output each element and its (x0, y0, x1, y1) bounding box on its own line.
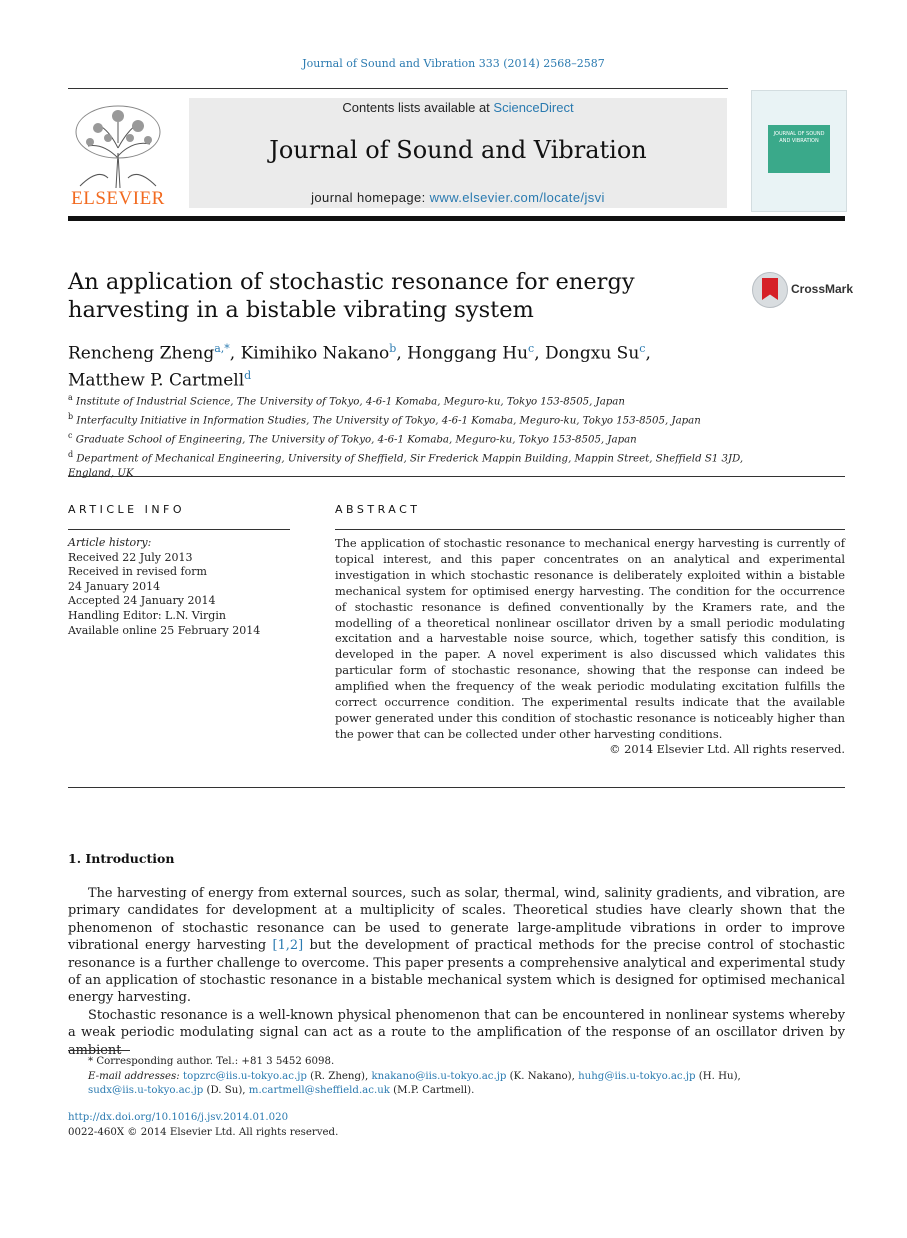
doi-block (68, 1111, 338, 1140)
author-list (68, 338, 788, 391)
affiliation (68, 391, 768, 410)
abstract-bottom-divider (68, 787, 845, 788)
sciencedirect-link[interactable]: ScienceDirect (493, 100, 574, 115)
cover-title: JOURNAL OF SOUND AND VIBRATION (773, 131, 825, 144)
history-title: Article history: (68, 536, 152, 549)
journal-cover-thumbnail[interactable] (751, 90, 847, 212)
elsevier-logo[interactable] (68, 98, 170, 210)
footnote-rule (68, 1050, 130, 1051)
author-affil-sup[interactable]: c (528, 342, 535, 355)
citation-link[interactable]: [1,2] (272, 938, 304, 954)
affiliation-text: Institute of Industrial Science, The University of Tokyo, 4-6-1 Komaba, Meguro-ku, Tokyo 153-8505, Japan (76, 396, 625, 408)
affiliation-text: Graduate School of Engineering, The University of Tokyo, 4-6-1 Komaba, Meguro-ku, Tokyo 153-8505, Japan (75, 434, 637, 446)
author-name[interactable]: Kimihiko Nakano (240, 343, 390, 364)
footnotes (68, 1055, 845, 1099)
history-line: 24 January 2014 (68, 579, 161, 593)
crossmark-label: CrossMark (791, 282, 854, 296)
abstract-copyright: © 2014 Elsevier Ltd. All rights reserved. (609, 742, 845, 756)
journal-reference[interactable]: Journal of Sound and Vibration 333 (2014) 2568–2587 (302, 57, 605, 70)
article-info-heading: ARTICLE INFO (68, 503, 186, 516)
author-name[interactable]: Dongxu Su (545, 343, 640, 364)
affiliation (68, 429, 768, 448)
crossmark-badge[interactable] (752, 272, 854, 308)
author-separator: , (534, 343, 546, 364)
author-name[interactable]: Rencheng Zheng (68, 343, 215, 364)
email-link[interactable]: knakano@iis.u-tokyo.ac.jp (371, 1070, 507, 1082)
elsevier-wordmark: ELSEVIER (71, 188, 165, 209)
paragraph-text: The harvesting of energy from external sources, such as solar, thermal, wind, salinity gradients, and vibration, are primary candidates for development at a multiplicity of scales. Theoretical studies have clearly shown that the phenomenon of stochastic resonance can be used to generate large-amplitude vibrations in order to improve vibrational energy harvesting (68, 886, 845, 954)
author-separator: , (645, 343, 651, 364)
email-owner: (D. Su), (203, 1085, 249, 1096)
abstract-rule (335, 529, 845, 530)
email-label: E-mail addresses: (88, 1070, 183, 1082)
author-affil-sup[interactable]: a,* (214, 342, 230, 355)
history-line: Handling Editor: L.N. Virgin (68, 608, 226, 622)
email-link[interactable]: topzrc@iis.u-tokyo.ac.jp (182, 1070, 307, 1082)
abstract-text: The application of stochastic resonance to mechanical energy harvesting is currently of topical interest, and this paper concentrates on an analytical and experimental investigation in which stochastic resonance is deliberately exploited within a bistable mechanical system for optimised energy harvesting. The condition for the occurrence of stochastic resonance is defined conventionally by the Kramers rate, and the modelling of a theoretical nonlinear oscillator driven by a small periodic modulating excitation and a harvestable noise source, which, together satisfy this condition, is developed in the paper. A novel experiment is also discussed which validates this particular form of stochastic resonance, showing that the response can indeed be amplified when the frequency of the weak periodic modulating excitation fulfills the correct occurrence condition. The experimental results indicate that the available power generated under this condition of stochastic resonance is noticeably higher than the power that can be collected under other harvesting conditions. (335, 536, 845, 741)
article-info-rule (68, 529, 290, 530)
affiliation-list (68, 391, 768, 481)
author-separator: , (229, 343, 241, 364)
journal-name: Journal of Sound and Vibration (269, 136, 647, 164)
email-addresses (68, 1070, 845, 1099)
header-thick-rule (68, 216, 845, 221)
article-title: An application of stochastic resonance for energy harvesting in a bistable vibrating system (68, 269, 635, 323)
affiliations-divider (68, 476, 845, 477)
history-line: Accepted 24 January 2014 (68, 594, 216, 608)
header-top-rule (68, 88, 728, 89)
email-owner: (M.P. Cartmell). (389, 1085, 475, 1096)
history-line: Received 22 July 2013 (68, 550, 193, 564)
email-owner: (H. Hu), (695, 1070, 741, 1082)
affiliation-text: Department of Mechanical Engineering, University of Sheffield, Sir Frederick Mappin Building, Mappin Street, Sheffield S1 3JD, England, UK (68, 453, 744, 479)
contents-prefix: Contents lists available at (342, 100, 494, 115)
author-separator: , (396, 343, 408, 364)
contents-line (189, 100, 727, 115)
email-link[interactable]: m.cartmell@sheffield.ac.uk (248, 1085, 390, 1096)
affiliation-sup: a (68, 393, 73, 402)
doi-link[interactable]: http://dx.doi.org/10.1016/j.jsv.2014.01.020 (68, 1112, 289, 1123)
article-history (68, 536, 298, 638)
author-affil-sup[interactable]: d (244, 368, 252, 382)
affiliation-sup: d (68, 449, 74, 459)
corresponding-author-note: * Corresponding author. Tel.: +81 3 5452 6098. (88, 1056, 335, 1067)
email-link[interactable]: sudx@iis.u-tokyo.ac.jp (88, 1085, 204, 1096)
paragraph: Stochastic resonance is a well-known physical phenomenon that can be encountered in nonlinear systems whereby a weak periodic modulating signal can act as a route to the amplification of the response of an oscillator driven by ambient (68, 1007, 845, 1058)
homepage-prefix: journal homepage: (311, 190, 430, 205)
email-owner: (R. Zheng), (306, 1070, 372, 1082)
history-line: Received in revised form (68, 565, 207, 579)
history-line: Available online 25 February 2014 (68, 623, 261, 637)
author-name[interactable]: Matthew P. Cartmell (68, 370, 245, 391)
section-heading-introduction: 1. Introduction (68, 851, 175, 866)
paragraph-text: but the development of practical methods for the precise control of stochastic resonance is a further challenge to overcome. This paper presents a comprehensive analytical and experimental study of an application of stochastic resonance in a bistable mechanical system which is designed for optimised mechanical energy harvesting. (68, 938, 846, 1006)
paragraph (68, 885, 845, 1007)
affiliation (68, 410, 768, 429)
journal-banner (189, 98, 727, 208)
author-affil-sup[interactable]: b (389, 342, 397, 355)
affiliation-sup: c (68, 430, 73, 440)
homepage-link[interactable]: www.elsevier.com/locate/jsvi (429, 190, 605, 205)
affiliation-text: Interfaculty Initiative in Information Studies, The University of Tokyo, 4-6-1 Komaba, Meguro-ku, Tokyo 153-8505, Japan (76, 415, 701, 427)
elsevier-tree-icon (68, 98, 168, 190)
issn-copyright: 0022-460X © 2014 Elsevier Ltd. All rights reserved. (68, 1126, 339, 1138)
introduction-body (68, 885, 845, 1059)
crossmark-icon (752, 272, 788, 308)
homepage-line (189, 190, 727, 205)
email-link[interactable]: huhg@iis.u-tokyo.ac.jp (578, 1070, 696, 1082)
email-owner: (K. Nakano), (506, 1070, 579, 1082)
abstract-heading: ABSTRACT (335, 503, 421, 516)
affiliation-sup: b (68, 411, 74, 421)
author-name[interactable]: Honggang Hu (407, 343, 529, 364)
cover-title-panel (768, 125, 830, 173)
author-affil-sup[interactable]: c (639, 342, 646, 355)
